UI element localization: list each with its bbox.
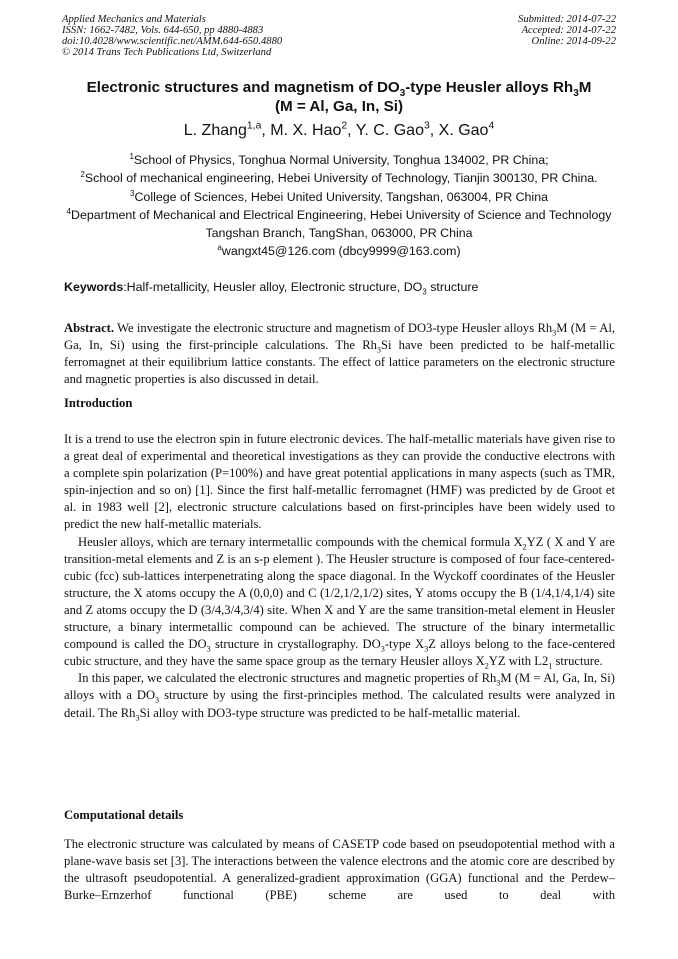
- title-sub: 3: [399, 88, 406, 100]
- keywords-sub: 3: [422, 287, 427, 297]
- author-sup: 4: [488, 120, 495, 132]
- subscript: 3: [496, 678, 501, 688]
- affiliation-text: Department of Mechanical and Electrical Engineering, Hebei University of Science and Technology: [71, 207, 612, 222]
- abstract-label: Abstract.: [64, 321, 115, 335]
- title-text: -type Heusler alloys Rh: [405, 79, 574, 96]
- doi: doi:10.4028/www.scientific.net/AMM.644-650.4880: [62, 36, 283, 47]
- paragraph: [64, 670, 615, 721]
- paragraph-text: In this paper, we calculated the electronic structures and magnetic properties of Rh: [78, 671, 497, 686]
- affiliation-line: [40, 224, 638, 242]
- title-sub: 3: [573, 88, 579, 100]
- author-sup: 1,a: [246, 120, 262, 132]
- paragraph-text: M (M = Al, Ga, In, Si) alloys with a DO: [64, 671, 615, 703]
- keywords-text: structure: [426, 280, 479, 294]
- section-heading-computational: Computational details: [64, 808, 184, 822]
- paragraph-text: Z alloys belong to the face-centered cubic structure, and they have the same space group as the ternary Heusler alloys X: [64, 637, 615, 669]
- subscript: 3: [424, 644, 429, 654]
- paragraph-text: -type X: [384, 637, 425, 652]
- author-list: [40, 122, 638, 140]
- author-sup: 2: [341, 120, 348, 132]
- subscript: 2: [484, 661, 489, 671]
- accepted-date: Accepted: 2014-07-22: [521, 25, 616, 36]
- subscript: 3: [376, 345, 381, 355]
- keywords: [64, 280, 479, 297]
- affiliation-text: College of Sciences, Hebei United University, Tangshan, 063004, PR China: [134, 189, 548, 204]
- paragraph: [64, 431, 615, 534]
- subscript: 3: [155, 695, 160, 705]
- introduction-body: [64, 431, 615, 722]
- affiliation-line: [40, 151, 638, 169]
- paragraph-text: YZ ( X and Y are transition-metal elements and Z is an s-p element ). The Heusler structure is composed of four face-centered-cubic (fcc) sub-lattices interpenetrating along the space diagonal. In the Wyckoff coordinates of the Heusler structure, the X atoms occupy the A (0,0,0) and C (1/2,1/2,1/2) sites, Y atoms occupy the B (1/4,1/4,1/4) site and Z atoms occupy the D (3/4,3/4,3/4) site. When X and Y are the same transition-metal element in Heusler structure, a binary intermetallic compound can be achieved. The structure of the binary intermetallic compound is called the DO: [64, 534, 615, 652]
- affiliation-text: School of Physics, Tonghua Normal University, Tonghua 134002, PR China;: [133, 153, 549, 167]
- affiliation-sup: 3: [130, 188, 135, 198]
- author-name: X. Gao: [438, 122, 489, 139]
- paper-title: [40, 78, 638, 116]
- paragraph: [64, 320, 615, 388]
- paragraph: [64, 836, 615, 904]
- affiliation-line: [40, 169, 638, 187]
- subscript: 3: [380, 644, 385, 654]
- keywords-text: :Half-metallicity, Heusler alloy, Electronic structure, DO: [123, 280, 423, 294]
- paragraph-text: Si alloy with DO3-type structure was predicted to be half-metallic material.: [139, 705, 521, 720]
- affiliation-text: wangxt45@126.com (dbcy9999@163.com): [221, 244, 461, 259]
- paragraph-text: Heusler alloys, which are ternary intermetallic compounds with the chemical formula X: [78, 534, 523, 549]
- subscript: 2: [522, 542, 527, 552]
- affiliation-line: [40, 188, 638, 206]
- title-line2: (M = Al, Ga, In, Si): [274, 98, 404, 115]
- abstract: [64, 320, 615, 388]
- author-sep: ,: [429, 122, 439, 139]
- subscript: 1: [548, 661, 553, 671]
- affiliation-text: Tangshan Branch, TangShan, 063000, PR China: [205, 226, 473, 241]
- copyright: © 2014 Trans Tech Publications Ltd, Switzerland: [62, 47, 272, 58]
- affiliations: [40, 151, 638, 261]
- author-name: M. X. Hao: [270, 122, 342, 139]
- subscript: 3: [135, 713, 140, 723]
- keywords-label: Keywords: [64, 280, 124, 294]
- paragraph-text: structure by using the first-principles method. The calculated results were analyzed in detail. The Rh: [64, 688, 615, 720]
- title-text: Electronic structures and magnetism of DO: [86, 79, 400, 96]
- paragraph-text: It is a trend to use the electron spin in future electronic devices. The half-metallic materials have given rise to a great deal of experimental and theoretical investigations as they can provide the conductive electrons with a complete spin polarization (P=100%) and have great potential applications in many aspects (such as TMR, spin-injection and so on) [1]. Since the first half-metallic ferromagnet (HMF) was predicted by de Groot et al. in 1983 well [2], electronic structure calculations based on first-principles have been widely used to predict the new half-metallic materials.: [64, 432, 615, 532]
- affiliation-line: [40, 242, 638, 260]
- author-sup: 3: [423, 120, 430, 132]
- author-name: Y. C. Gao: [355, 122, 424, 139]
- dates-info: [518, 14, 616, 47]
- title-text: M: [578, 79, 592, 96]
- paragraph-text: YZ with L2: [488, 654, 549, 669]
- online-date: Online: 2014-09-22: [531, 36, 616, 47]
- affiliation-sup: 2: [80, 170, 85, 180]
- subscript: 3: [206, 644, 211, 654]
- author-sep: ,: [347, 122, 356, 139]
- submitted-date: Submitted: 2014-07-22: [518, 14, 616, 25]
- affiliation-sup: 1: [129, 151, 134, 161]
- journal-info: [62, 14, 282, 58]
- paragraph-text: structure in crystallography. DO: [210, 637, 381, 652]
- paragraph-text: structure.: [552, 654, 603, 669]
- paragraph-text: Si have been predicted to be half-metallic ferromagnet at their equilibrium lattice constants. The effect of lattice parameters on the electronic structure and magnetic properties is also discussed in detail.: [64, 338, 615, 387]
- affiliation-line: [40, 206, 638, 224]
- affiliation-text: School of mechanical engineering, Hebei University of Technology, Tianjin 300130, PR China.: [84, 171, 598, 186]
- paragraph-text: The electronic structure was calculated by means of CASETP code based on pseudopotential method with a plane-wave basis set [3]. The interactions between the valence electrons and the atomic core are described by the ultrasoft pseudopotential. A generalized-gradient approximation (GGA) functional and the Perdew–Burke–Ernzerhof functional (PBE) scheme are used to deal with: [64, 837, 615, 903]
- issn: ISSN: 1662-7482, Vols. 644-650, pp 4880-4883: [62, 25, 264, 36]
- subscript: 3: [552, 328, 557, 338]
- author-sep: ,: [261, 122, 271, 139]
- paragraph-text: M (M = Al, Ga, In, Si) using the first-principle calculations. The Rh: [64, 321, 615, 353]
- paragraph: [64, 534, 615, 671]
- affiliation-sup: a: [217, 243, 222, 253]
- paragraph-text: We investigate the electronic structure and magnetism of DO3-type Heusler alloys Rh: [114, 321, 553, 335]
- author-name: L. Zhang: [183, 122, 247, 139]
- journal-name: Applied Mechanics and Materials: [62, 14, 206, 25]
- computational-body: [64, 836, 615, 904]
- affiliation-sup: 4: [66, 206, 72, 216]
- section-heading-introduction: Introduction: [64, 396, 133, 410]
